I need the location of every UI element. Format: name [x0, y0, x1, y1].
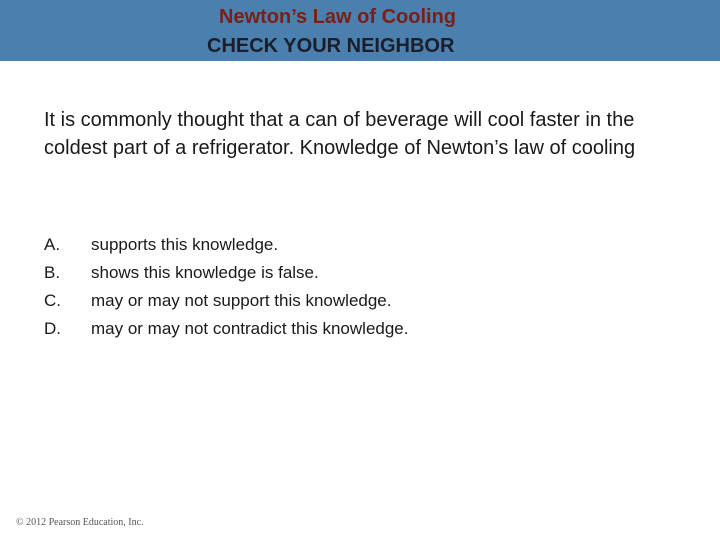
slide-title: Newton’s Law of Cooling: [219, 6, 457, 28]
answer-option-a: [44, 231, 684, 259]
answer-option-c: [44, 287, 684, 315]
slide-subtitle: CHECK YOUR NEIGHBOR: [207, 35, 455, 57]
answer-letter: D.: [44, 319, 61, 338]
answer-letter: A.: [44, 235, 61, 254]
answer-text: may or may not support this knowledge.: [91, 291, 392, 310]
answer-option-d: [44, 315, 684, 343]
answer-text: may or may not contradict this knowledge.: [91, 319, 409, 338]
answer-letter: C.: [44, 291, 61, 310]
answer-text: supports this knowledge.: [91, 235, 279, 254]
question-text: It is commonly thought that a can of beverage will cool faster in the coldest part of a refrigerator. Knowledge of Newton’s law of cooling: [44, 109, 636, 159]
answer-option-b: [44, 259, 684, 287]
copyright-footer: © 2012 Pearson Education, Inc.: [16, 517, 144, 528]
answer-list: [44, 231, 684, 343]
answer-text: shows this knowledge is false.: [91, 263, 319, 282]
header-bar: [0, 0, 720, 61]
answer-letter: B.: [44, 263, 61, 282]
